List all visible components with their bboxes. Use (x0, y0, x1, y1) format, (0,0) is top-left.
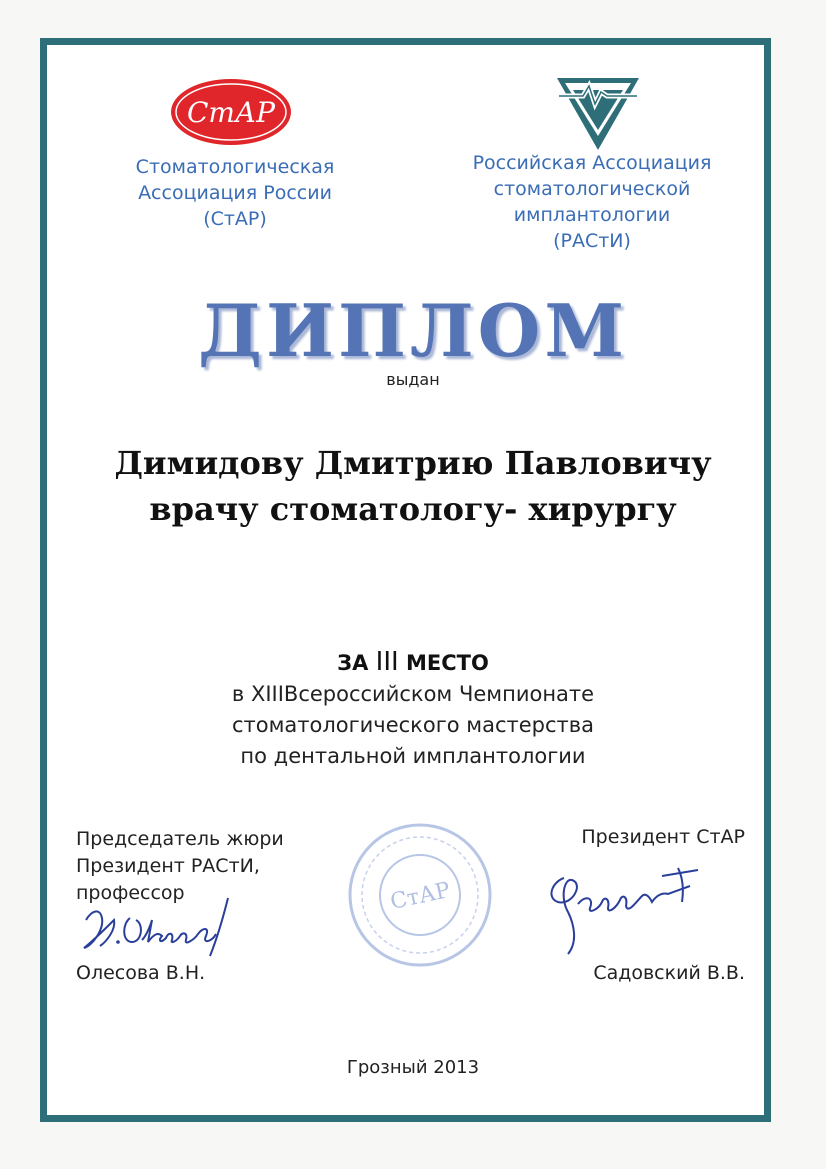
org-right-line: Российская Ассоциация (472, 152, 712, 174)
org-left-line: Ассоциация России (138, 182, 332, 204)
award-place (0, 647, 826, 677)
rasti-logo-icon (553, 74, 643, 152)
org-left-line: Стоматологическая (135, 156, 335, 178)
award-place-number: III (375, 647, 399, 677)
left-signatory-title-line: Председатель жюри (76, 828, 284, 850)
award-suffix: МЕСТО (405, 651, 489, 675)
left-signature-icon (78, 890, 248, 960)
event-line: стоматологического мастерства (231, 713, 595, 737)
seal-text: СтАР (388, 877, 453, 915)
issued-label: выдан (386, 370, 440, 389)
star-logo-text: СтАР (186, 96, 276, 129)
award-event (0, 679, 826, 772)
seal-stamp-icon (345, 820, 495, 970)
left-signatory-title-line: профессор (76, 882, 185, 904)
left-signatory-name: Олесова В.Н. (76, 962, 206, 984)
event-line: в XIIIВсероссийском Чемпионате (231, 682, 595, 706)
left-signatory-title-line: Президент РАСтИ, (76, 855, 260, 877)
recipient-role: врачу стоматологу- хирургу (149, 490, 677, 528)
org-right-name (432, 150, 752, 254)
star-logo-icon (170, 78, 292, 146)
diploma-title: ДИПЛОМ (197, 288, 629, 373)
right-signature-icon (538, 858, 708, 958)
city-year: Грозный 2013 (346, 1057, 480, 1078)
org-right-line: (РАСтИ) (553, 230, 631, 252)
recipient-block (0, 440, 826, 532)
org-right-line: стоматологической (493, 178, 691, 200)
org-left-name (95, 154, 375, 232)
right-signatory-title: Президент СтАР (581, 826, 745, 848)
right-signatory-name: Садовский В.В. (593, 962, 745, 984)
org-right-line: имплантологии (513, 204, 671, 226)
award-prefix: ЗА (337, 651, 369, 675)
recipient-name: Димидову Дмитрию Павловичу (114, 444, 712, 482)
event-line: по дентальной имплантологии (240, 744, 586, 768)
org-left-line: (СтАР) (203, 208, 267, 230)
